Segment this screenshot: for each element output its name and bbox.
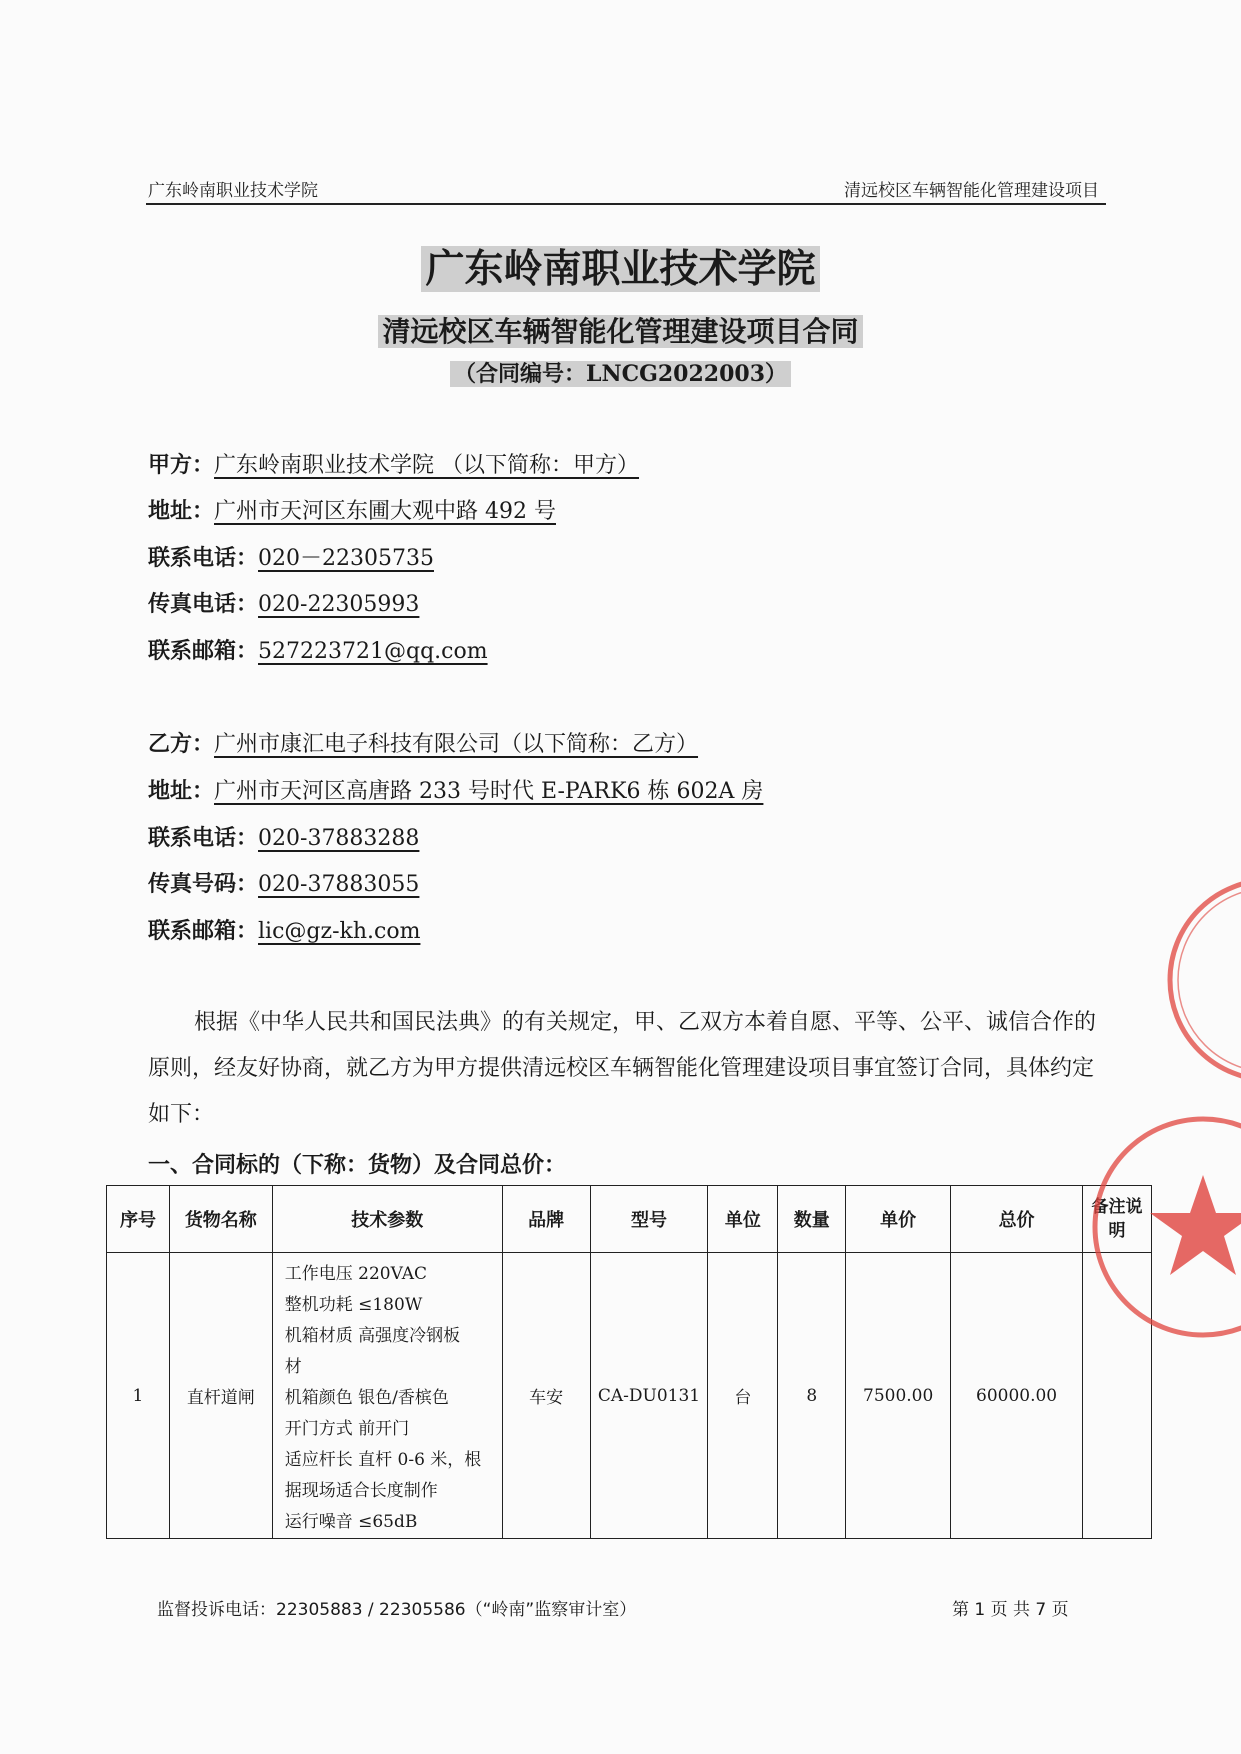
col-no: 序号 (107, 1186, 170, 1253)
cell-name: 直杆道闸 (169, 1253, 272, 1539)
cell-no: 1 (107, 1253, 170, 1539)
param-line: 开门方式 前开门 (284, 1419, 410, 1439)
col-qty: 数量 (778, 1186, 846, 1253)
footer-complaint: 监督投诉电话：22305883 / 22305586（“岭南”监察审计室） (157, 1600, 637, 1620)
param-line: 工作电压 220VAC (284, 1264, 427, 1284)
contract-number: （合同编号：LNCG2022003） (0, 357, 1241, 388)
col-params: 技术参数 (272, 1186, 502, 1253)
footer-page-number: 第 1 页 共 7 页 (952, 1600, 1069, 1620)
document-title: 广东岭南职业技术学院 (0, 238, 1241, 294)
cell-params (272, 1253, 502, 1539)
param-line: 材 (284, 1357, 302, 1377)
cell-model: CA-DU0131 (590, 1253, 708, 1539)
party-a-phone-line: 联系电话：020－22305735 (148, 546, 434, 571)
goods-table (106, 1185, 1152, 1539)
table-header-row (107, 1186, 1152, 1253)
col-remark: 备注说明 (1083, 1186, 1152, 1253)
company-seal-icon (1160, 870, 1241, 1090)
col-total: 总价 (951, 1186, 1083, 1253)
header-rule (146, 203, 1106, 205)
party-b-fax-line: 传真号码：020-37883055 (148, 872, 420, 897)
party-a-fax-line: 传真电话：020-22305993 (148, 592, 420, 617)
cell-unit: 台 (708, 1253, 778, 1539)
party-a-email-line: 联系邮箱：527223721@qq.com (148, 639, 488, 664)
party-a-address-line: 地址：广州市天河区东圃大观中路 492 号 (148, 499, 556, 524)
param-line: 据现场适合长度制作 (284, 1481, 438, 1501)
header-right: 清远校区车辆智能化管理建设项目 (844, 181, 1099, 201)
party-b-address-line: 地址：广州市天河区高唐路 233 号时代 E-PARK6 栋 602A 房 (148, 779, 764, 804)
col-brand: 品牌 (502, 1186, 590, 1253)
section-1-heading: 一、合同标的（下称：货物）及合同总价： (148, 1153, 567, 1178)
document-subtitle: 清远校区车辆智能化管理建设项目合同 (0, 310, 1241, 350)
cell-brand: 车安 (502, 1253, 590, 1539)
table-row (107, 1253, 1152, 1539)
cell-remark (1083, 1253, 1152, 1539)
col-price: 单价 (846, 1186, 951, 1253)
party-b-phone-line: 联系电话：020-37883288 (148, 826, 420, 851)
cell-qty: 8 (778, 1253, 846, 1539)
cell-total: 60000.00 (951, 1253, 1083, 1539)
col-model: 型号 (590, 1186, 708, 1253)
param-line: 机箱颜色 银色/香槟色 (284, 1388, 449, 1408)
party-a-name-line: 甲方：广东岭南职业技术学院 （以下简称：甲方） (148, 453, 640, 478)
party-b-email-line: 联系邮箱：lic@gz-kh.com (148, 919, 421, 944)
param-line: 适应杆长 直杆 0-6 米，根 (284, 1450, 482, 1470)
col-unit: 单位 (708, 1186, 778, 1253)
header-left: 广东岭南职业技术学院 (148, 181, 318, 201)
cell-price: 7500.00 (846, 1253, 951, 1539)
col-name: 货物名称 (169, 1186, 272, 1253)
param-line: 机箱材质 高强度冷钢板 (284, 1326, 461, 1346)
party-b-name-line: 乙方：广州市康汇电子科技有限公司（以下简称：乙方） (148, 732, 699, 757)
intro-paragraph: 根据《中华人民共和国民法典》的有关规定，甲、乙双方本着自愿、平等、公平、诚信合作的原则，经友好协商，就乙方为甲方提供清远校区车辆智能化管理建设项目事宜签订合同，具体约定如下： (148, 1010, 1097, 1127)
param-line: 整机功耗 ≤180W (284, 1295, 423, 1315)
param-line: 运行噪音 ≤65dB (284, 1512, 418, 1532)
